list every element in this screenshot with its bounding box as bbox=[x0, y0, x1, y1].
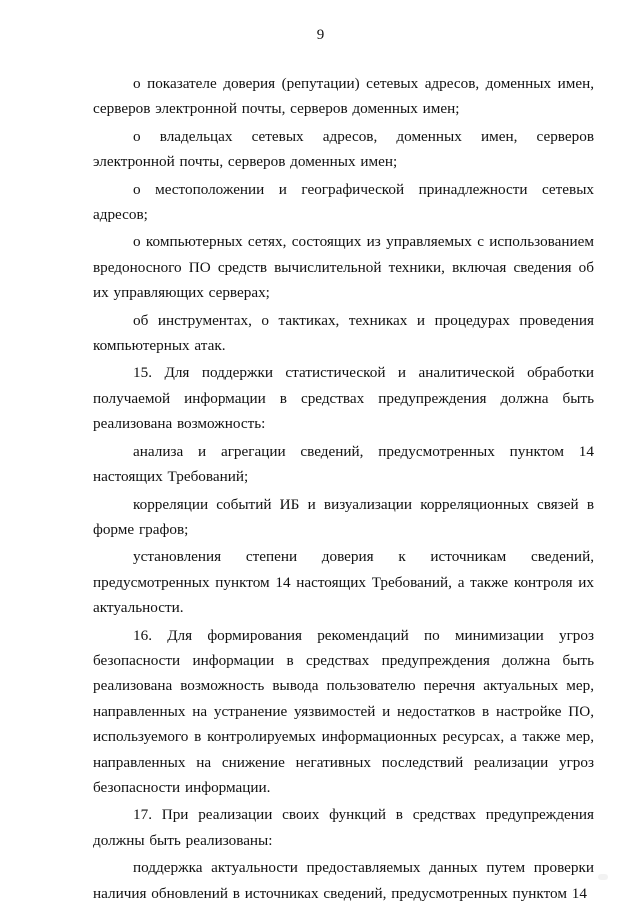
scan-artifact bbox=[598, 874, 608, 880]
page-number: 9 bbox=[316, 27, 325, 43]
paragraph-ttp: об инструментах, о тактиках, техниках и процедурах проведения компьютерных атак. bbox=[93, 311, 594, 355]
paragraph-geolocation: о местоположении и географической принадлежности сетевых адресов; bbox=[93, 180, 594, 224]
paragraph-owners: о владельцах сетевых адресов, доменных имен, серверов электронной почты, серверов доменных имен; bbox=[93, 127, 594, 171]
paragraph-botnets: о компьютерных сетях, состоящих из управляемых с использованием вредоносного ПО средств вычислительной техники, включая сведения об их управляющих серверах; bbox=[93, 233, 594, 302]
paragraph-item-17: 17. При реализации своих функций в средствах предупреждения должны быть реализованы: bbox=[93, 806, 594, 849]
paragraph-item-15: 15. Для поддержки статистической и аналитической обработки получаемой информации в средствах предупреждения должна быть реализована возможность: bbox=[93, 364, 594, 433]
paragraph-item-16: 16. Для формирования рекомендаций по минимизации угроз безопасности информации в средствах предупреждения должна быть реализована возможность вывода пользователю перечня актуальных мер, направленных на устранение уязвимостей и недостатков в настройке ПО, используемого в контролируемых информационных ресурсах, а также мер, направленных на снижение негативных последствий реализации угроз безопасности информации. bbox=[93, 626, 594, 796]
paragraph-trust: установления степени доверия к источникам сведений, предусмотренных пунктом 14 настоящих Требований, а также контроля их актуальности. bbox=[93, 548, 594, 617]
paragraph-updates: поддержка актуальности предоставляемых данных путем проверки наличия обновлений в источниках сведений, предусмотренных пунктом 14 bbox=[93, 859, 594, 902]
paragraph-reputation: о показателе доверия (репутации) сетевых адресов, доменных имен, серверов электронной почты, серверов доменных имен; bbox=[93, 75, 594, 118]
paragraph-correlation: корреляции событий ИБ и визуализации корреляционных связей в форме графов; bbox=[93, 495, 594, 538]
paragraph-analysis: анализа и агрегации сведений, предусмотренных пунктом 14 настоящих Требований; bbox=[93, 442, 594, 486]
